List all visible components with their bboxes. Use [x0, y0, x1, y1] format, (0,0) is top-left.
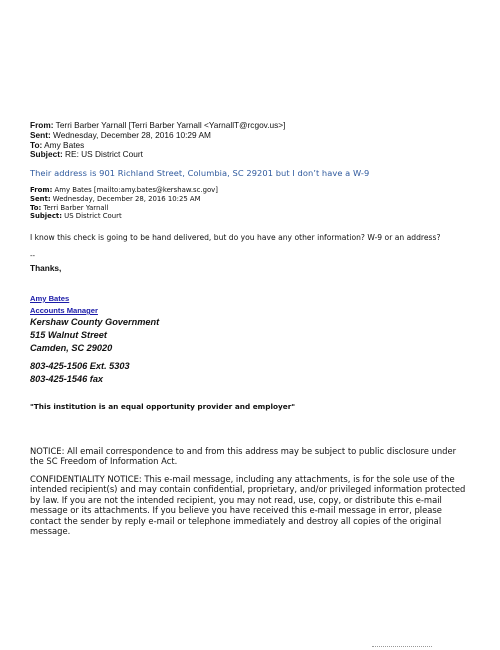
signature-org: Kershaw County Government [30, 317, 160, 327]
signature-street: 515 Walnut Street [30, 330, 107, 340]
orig-sent-label: Sent: [30, 194, 51, 203]
reply-header [30, 121, 470, 160]
signature-fax: 803-425-1546 fax [30, 374, 104, 384]
reply-body-text: Their address is 901 Richland Street, Columbia, SC 29201 but I don’t have a W-9 [30, 168, 370, 178]
orig-subject-label: Subject: [30, 212, 62, 221]
signature-motto: "This institution is an equal opportunity provider and employer" [30, 402, 296, 411]
signature-phone: 803-425-1506 Ext. 5303 [30, 361, 130, 371]
orig-to-value: Terri Barber Yarnall [41, 203, 109, 212]
from-label: From: [30, 120, 54, 130]
signature-title-link[interactable]: Accounts Manager [30, 306, 98, 315]
signature-city: Camden, SC 29020 [30, 343, 113, 353]
from-value: Terri Barber Yarnall [Terri Barber Yarnall <YarnallT@rcgov.us>] [53, 120, 286, 130]
orig-from-label: From: [30, 186, 53, 194]
sent-value: Wednesday, December 28, 2016 10:29 AM [50, 129, 211, 140]
orig-sent-line [30, 195, 218, 204]
original-header [30, 186, 218, 221]
subject-label: Subject: [30, 149, 63, 160]
orig-sent-value: Wednesday, December 28, 2016 10:25 AM [50, 194, 201, 203]
signature-separator: -- [30, 252, 36, 260]
original-body-text: I know this check is going to be hand delivered, but do you have any other information? W-9 or an address? [30, 233, 441, 242]
sent-label: Sent: [30, 129, 51, 140]
orig-subject-value: US District Court [61, 212, 122, 221]
subject-line [30, 150, 470, 160]
signature-name-link[interactable]: Amy Bates [30, 294, 70, 303]
sent-line [30, 131, 470, 141]
orig-from-line [30, 186, 218, 195]
orig-to-line [30, 204, 218, 213]
to-value: Amy Bates [42, 139, 85, 150]
orig-subject-line [30, 212, 218, 221]
page-footer-mark [372, 646, 432, 650]
to-label: To: [30, 139, 43, 150]
orig-from-value: Amy Bates [mailto:amy.bates@kershaw.sc.gov] [52, 186, 218, 194]
confidentiality-notice: CONFIDENTIALITY NOTICE: This e-mail message, including any attachments, is for the sole use of the intended recipient(s) and may contain confidential, proprietary, and/or privileged information protected by law. If you are not the intended recipient, you may not read, use, copy, or distribute this e-mail message or its attachments. If you believe you have received this e-mail message in error, please contact the sender by reply e-mail or telephone immediately and destroy all copies of the original message. [30, 474, 466, 537]
orig-to-label: To: [30, 203, 42, 212]
subject-value: RE: US District Court [62, 149, 143, 160]
closing-thanks: Thanks, [30, 263, 62, 273]
foi-notice: NOTICE: All email correspondence to and from this address may be subject to public disclosure under the SC Freedom of Information Act. [30, 446, 457, 467]
